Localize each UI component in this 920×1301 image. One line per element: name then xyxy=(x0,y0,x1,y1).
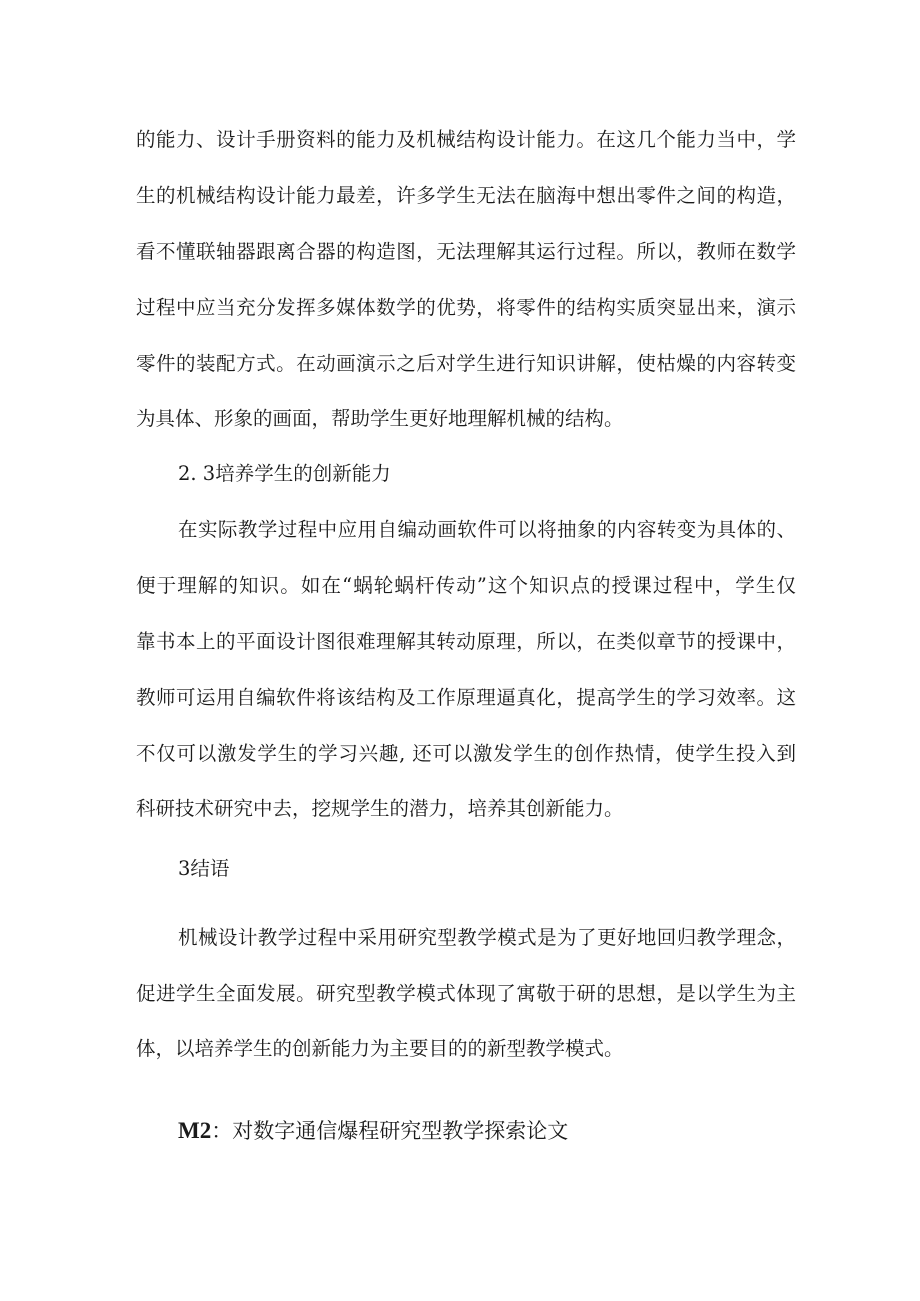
paragraph-1-line-2: 生的机械结构设计能力最差，许多学生无法在脑海中想出零件之间的构造， xyxy=(136,184,796,207)
paragraph-2-line-5: 不仅可以激发学生的学习兴趣, 还可以激发学生的创作热情，使学生投入到 xyxy=(136,742,796,765)
paragraph-1-line-6: 为具体、形象的画面，帮助学生更好地理解机械的结构。 xyxy=(136,407,624,430)
paragraph-1-line-5: 零件的装配方式。在动画演示之后对学生进行知识讲解，使枯燥的内容转变 xyxy=(136,352,796,375)
title-text: 对数字通信爆程研究型教学探索论文 xyxy=(232,1119,569,1143)
title-number: M2 xyxy=(178,1118,212,1143)
section-heading-3: 3结语 xyxy=(178,857,230,880)
paragraph-3-line-1: 机械设计教学过程中采用研究型教学模式是为了更好地回归教学理念， xyxy=(178,926,796,949)
paragraph-1-line-3: 看不懂联轴器跟离合器的构造图，无法理解其运行过程。所以，教师在数学 xyxy=(136,240,796,263)
paragraph-2-line-2: 便于理解的知识。如在“蜗轮蜗杆传动”这个知识点的授课过程中，学生仅 xyxy=(136,574,796,597)
section-heading-2-3: 2. 3培养学生的创新能力 xyxy=(178,462,391,485)
paragraph-3-line-2: 促进学生全面发展。研究型教学模式体现了寓敬于研的思想，是以学生为主 xyxy=(136,982,796,1005)
paragraph-2-line-3: 靠书本上的平面设计图很难理解其转动原理，所以，在类似章节的授课中， xyxy=(136,630,796,653)
paragraph-1-line-4: 过程中应当充分发挥多媒体数学的优势，将零件的结构实质突显出来，演示 xyxy=(136,296,796,319)
document-title xyxy=(178,1116,568,1146)
paragraph-1-line-1: 的能力、设计手册资料的能力及机械结构设计能力。在这几个能力当中，学 xyxy=(136,128,796,151)
paragraph-2-line-4: 教师可运用自编软件将该结构及工作原理逼真化，提高学生的学习效率。这 xyxy=(136,686,796,709)
paragraph-2-line-1: 在实际教学过程中应用自编动画软件可以将抽象的内容转变为具体的、 xyxy=(178,518,796,541)
paragraph-3-line-3: 体，以培养学生的创新能力为主要目的的新型教学模式。 xyxy=(136,1037,624,1060)
paragraph-2-line-6: 科研技术研究中去，挖规学生的潜力，培养其创新能力。 xyxy=(136,797,624,820)
title-separator: ： xyxy=(211,1119,233,1143)
